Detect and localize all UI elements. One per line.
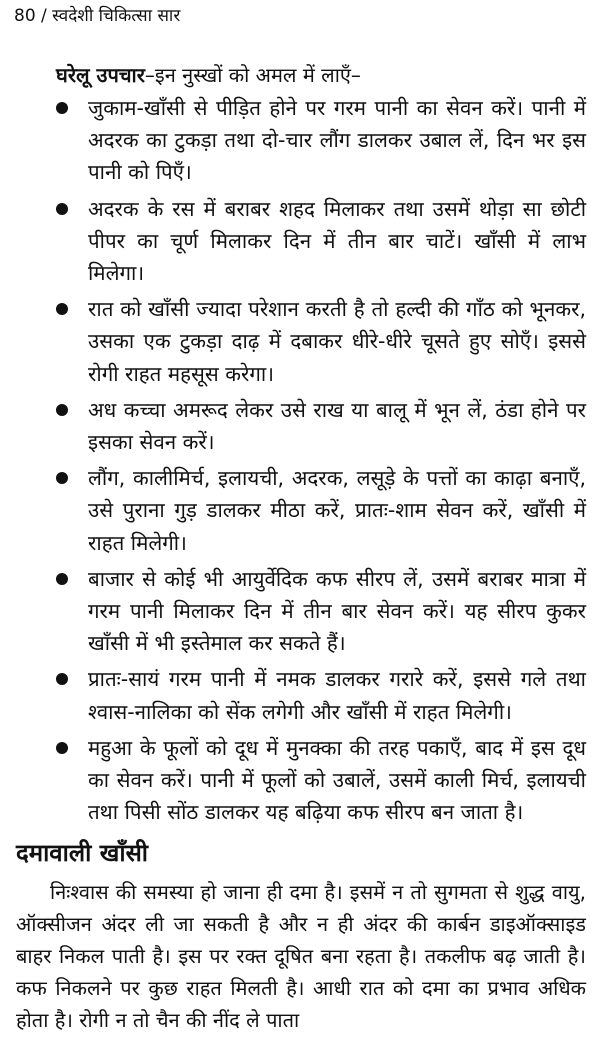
bullet-icon <box>56 203 68 215</box>
section-paragraph: निःश्वास की समस्या हो जाना ही दमा है। इसमें न तो सुगमता से शुद्ध वायु, ऑक्सीजन अंदर ली जा सकती है और न ही अंदर की कार्बन डाइऑक्साइड बाहर निकल पाती है। इस पर रक्त दूषित बना रहता है। तकलीफ बढ़ जाती है। कफ निकलने पर कुछ राहत मिलती है। आधी रात को दमा का प्रभाव अधिक होता है। रोगी न तो चैन की नींद ले पाता <box>16 880 586 1032</box>
bullet-icon <box>56 404 68 416</box>
list-item <box>0 732 600 829</box>
remedies-intro <box>56 60 361 90</box>
remedy-text: लौंग, कालीमिर्च, इलायची, अदरक, लसूड़े के पत्तों का काढ़ा बनाएँ, उसे पुराना गुड़ डालकर मीठा करें, प्रातः-शाम सेवन करें, खाँसी में राहत मिलेगी। <box>88 466 586 555</box>
page-header: 80 / स्वदेशी चिकित्सा सार <box>14 6 181 26</box>
list-item <box>0 462 600 559</box>
remedies-list <box>0 92 600 832</box>
bullet-icon <box>56 573 68 585</box>
bullet-icon <box>56 102 68 114</box>
remedy-text: रात को खाँसी ज्यादा परेशान करती है तो हल्दी की गाँठ को भूनकर, उसका एक टुकड़ा दाढ़ में दबाकर धीरे-धीरे चूसते हुए सोएँ। इससे रोगी राहत महसूस करेगा। <box>88 297 586 386</box>
remedy-text: बाजार से कोई भी आयुर्वेदिक कफ सीरप लें, उसमें बराबर मात्रा में गरम पानी मिलाकर दिन में तीन बार सेवन करें। यह सीरप कुकर खाँसी में भी इस्तेमाल कर सकते हैं। <box>88 566 586 656</box>
list-item <box>0 663 600 727</box>
remedies-heading: घरेलू उपचार <box>56 63 145 87</box>
section-title: दमावाली खाँसी <box>16 839 149 867</box>
bullet-icon <box>56 303 68 315</box>
bullet-icon <box>56 673 68 685</box>
remedy-text: अध कच्चा अमरूद लेकर उसे राख या बालू में भून लें, ठंडा होने पर इसका सेवन करें। <box>88 397 586 455</box>
list-item <box>0 193 600 290</box>
remedy-text: महुआ के फूलों को दूध में मुनक्का की तरह पकाएँ, बाद में इस दूध का सेवन करें। पानी में फूलों को उबालें, उसमें काली मिर्च, इलायची तथा पिसी सोंठ डालकर यह बढ़िया कफ सीरप बन जाता है। <box>88 735 586 825</box>
list-item <box>0 394 600 458</box>
remedies-intro-text: –इन नुस्खों को अमल में लाएँ– <box>144 63 361 87</box>
remedy-text: जुकाम-खाँसी से पीड़ित होने पर गरम पानी का सेवन करें। पानी में अदरक का टुकड़ा तथा दो-चार लौंग डालकर उबाल लें, दिन भर इस पानी को पिएँ। <box>88 96 586 185</box>
list-item <box>0 92 600 189</box>
remedy-text: प्रातः-सायं गरम पानी में नमक डालकर गरारे करें, इससे गले तथा श्वास-नालिका को सेंक लगेगी और खाँसी में राहत मिलेगी। <box>88 667 586 724</box>
list-item <box>0 293 600 390</box>
remedy-text: अदरक के रस में बराबर शहद मिलाकर तथा उसमें थोड़ा सा छोटी पीपर का चूर्ण मिलाकर दिन में तीन बार चाटें। खाँसी में लाभ मिलेगा। <box>88 196 586 286</box>
bullet-icon <box>56 472 68 484</box>
list-item <box>0 563 600 660</box>
bullet-icon <box>56 742 68 754</box>
